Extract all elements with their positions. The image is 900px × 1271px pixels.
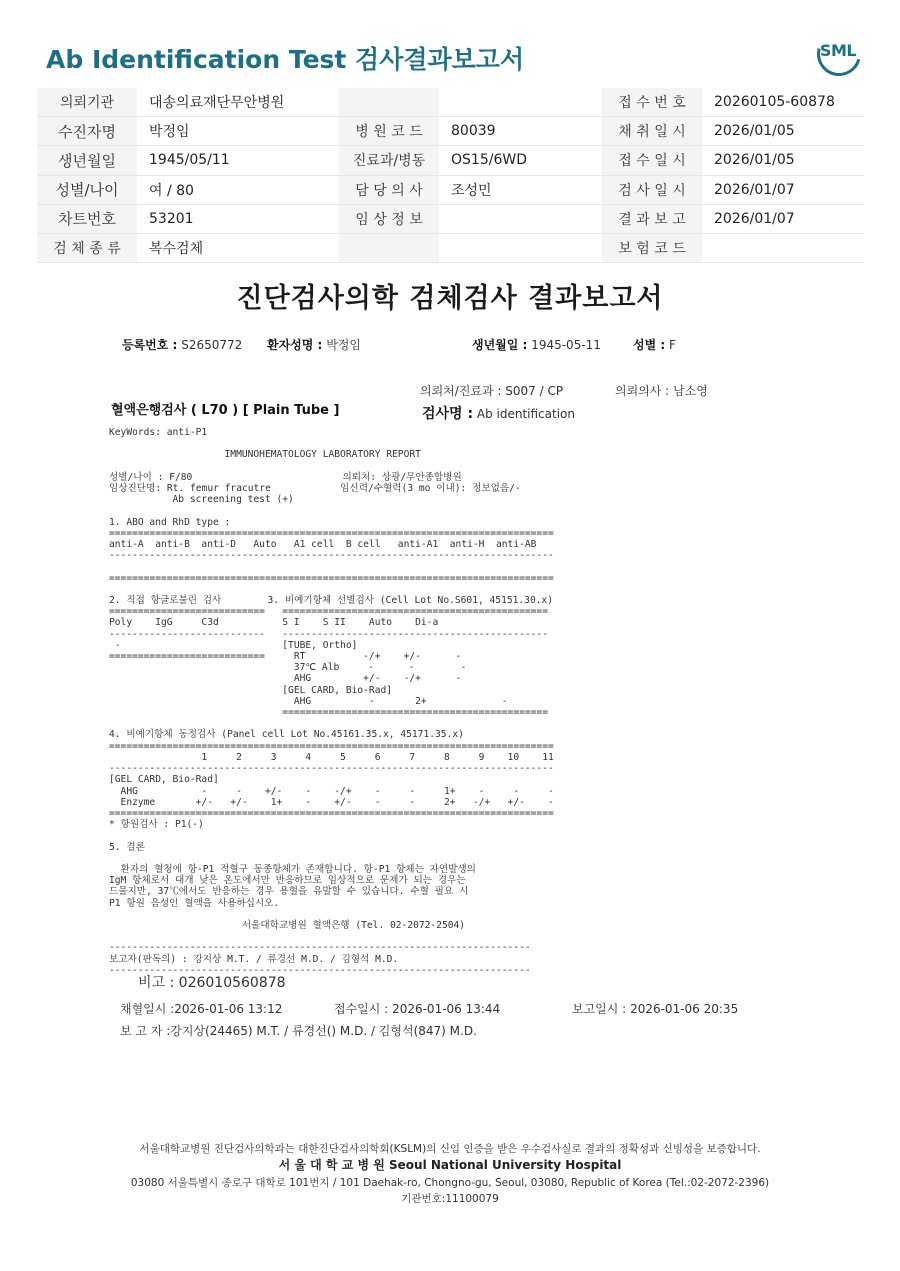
registration-number: 등록번호 : S2650772 <box>122 338 243 352</box>
requesting-doctor: 의뢰의사 : 남소영 <box>615 384 708 398</box>
info-value <box>439 204 602 233</box>
info-row <box>37 146 864 175</box>
info-row <box>37 88 864 117</box>
info-label: 수진자명 <box>37 117 137 146</box>
info-label: 접 수 번 호 <box>602 88 702 117</box>
receipt-time: 접수일시 : 2026-01-06 13:44 <box>334 1002 501 1016</box>
requesting-dept: 의뢰처/진료과 : S007 / CP <box>420 384 564 398</box>
reporters: 보 고 자 :강지상(24465) M.T. / 류경선() M.D. / 김형석(847) M.D. <box>120 1024 477 1038</box>
footer-hospital-name: 서 울 대 학 교 병 원 Seoul National University Hospital <box>278 1158 622 1172</box>
footer-institution-number: 기관번호:11100079 <box>401 1193 499 1205</box>
report-title: 진단검사의학 검체검사 결과보고서 <box>236 283 664 314</box>
info-value: 2026/01/07 <box>702 175 864 204</box>
info-row <box>37 175 864 204</box>
footer-address: 03080 서울특별시 종로구 대학로 101번지 / 101 Daehak-ro, Chongno-gu, Seoul, 03080, Republic of Korea (Tel.:02-2072-2396) <box>130 1177 770 1189</box>
info-label <box>339 88 439 117</box>
patient-name: 환자성명 : 박정임 <box>267 338 361 352</box>
info-value <box>439 233 602 262</box>
info-value: 2026/01/05 <box>702 117 864 146</box>
info-value: 1945/05/11 <box>137 146 339 175</box>
info-row <box>37 117 864 146</box>
report-header-title: Ab Identification Test 검사결과보고서 <box>46 45 525 74</box>
info-value: OS15/6WD <box>439 146 602 175</box>
collection-time: 채혈일시 :2026-01-06 13:12 <box>120 1002 283 1016</box>
info-value: 2026/01/07 <box>702 204 864 233</box>
info-value: 대송의료재단무안병원 <box>137 88 339 117</box>
info-value: 복수검체 <box>137 233 339 262</box>
info-value: 박정임 <box>137 117 339 146</box>
info-value: 2026/01/05 <box>702 146 864 175</box>
info-label: 접 수 일 시 <box>602 146 702 175</box>
info-value <box>702 233 864 262</box>
info-label: 담 당 의 사 <box>339 175 439 204</box>
test-name: 검사명 : Ab identification <box>422 406 575 422</box>
info-label: 채 취 일 시 <box>602 117 702 146</box>
info-row <box>37 204 864 233</box>
info-value: 53201 <box>137 204 339 233</box>
info-label: 검 체 종 류 <box>37 233 137 262</box>
remark: 비고 : 026010560878 <box>138 975 286 991</box>
sml-logo <box>815 30 861 76</box>
info-label: 차트번호 <box>37 204 137 233</box>
info-value: 여 / 80 <box>137 175 339 204</box>
info-label: 결 과 보 고 <box>602 204 702 233</box>
footer-certification: 서울대학교병원 진단검사의학과는 대한진단검사의학회(KSLM)의 신임 인증을 받은 우수검사실로 결과의 정확성과 신빙성을 보증합니다. <box>139 1143 761 1155</box>
birth-date: 생년월일 : 1945-05-11 <box>472 338 601 352</box>
lab-report-text: KeyWords: anti-P1 IMMUNOHEMATOLOGY LABORATORY REPORT 성별/나이 : F/80 의뢰처: 상광/무안종합병원 임상진단명: Rt. femur fracutre 임신력/수혈력(3 mo 이내): 정보없음/- Ab screening test (+) 1. ABO and RhD type : ============================================================================= anti-A anti-B anti-D Auto A1 cell B cell anti-A1 anti-H anti-AB ----------------------------------------------------------------------------- ============================================================================= 2. 직접 항글로불린 검사 3. 비예기항체 선별검사 (Cell Lot No.S601, 45151.30.x) =========================== ============================================== Poly IgG C3d S I S II Auto Di-a --------------------------- ---------------------------------------------- - [TUBE, Ortho] =========================== RT -/+ +/- - 37℃ Alb - - - AHG +/- -/+ - [GEL CARD, Bio-Rad] AHG - 2+ - ============================================== 4. 비예기항체 동정검사 (Panel cell Lot No.45161.35.x, 45171.35.x) ============================================================================= 1 2 3 4 5 6 7 8 9 10 11 ----------------------------------------------------------------------------- [GEL CARD, Bio-Rad] AHG - - +/- - -/+ - - 1+ - - - Enzyme +/- +/- 1+ - +/- - - 2+ -/+ +/- - ============================================================================= * 항원검사 : P1(-) 5. 결론 환자의 혈청에 항-P1 적혈구 동종항체가 존재합니다. 항-P1 항체는 자연발생의 IgM 항체로서 대개 낮은 온도에서만 반응하므로 임상적으로 문제가 되는 경우는 드물지만, 37℃에서도 반응하는 경우 용혈을 유발할 수 있습니다. 수혈 필요 시 P1 항원 음성인 혈액을 사용하십시오. 서울대학교병원 혈액은행 (Tel. 02-2072-2504) ------------------------------------------------------------------------- 보고자(판독의) : 강지상 M.T. / 류경선 M.D. / 김형석 M.D. ------------------------------------------------------------------------- <box>109 427 554 976</box>
info-label: 의뢰기관 <box>37 88 137 117</box>
info-label: 진료과/병동 <box>339 146 439 175</box>
info-value: 80039 <box>439 117 602 146</box>
report-time: 보고일시 : 2026-01-06 20:35 <box>572 1002 739 1016</box>
sex: 성별 : F <box>633 338 676 352</box>
info-label <box>339 233 439 262</box>
info-row <box>37 233 864 262</box>
info-value: 20260105-60878 <box>702 88 864 117</box>
test-category: 혈액은행검사 ( L70 ) [ Plain Tube ] <box>111 403 340 418</box>
logo-text: SML <box>819 41 857 60</box>
info-label: 생년월일 <box>37 146 137 175</box>
info-value: 조성민 <box>439 175 602 204</box>
info-label: 성별/나이 <box>37 175 137 204</box>
info-label: 검 사 일 시 <box>602 175 702 204</box>
info-value <box>439 88 602 117</box>
patient-info-table <box>37 88 864 263</box>
info-label: 보 험 코 드 <box>602 233 702 262</box>
info-label: 임 상 정 보 <box>339 204 439 233</box>
info-label: 병 원 코 드 <box>339 117 439 146</box>
